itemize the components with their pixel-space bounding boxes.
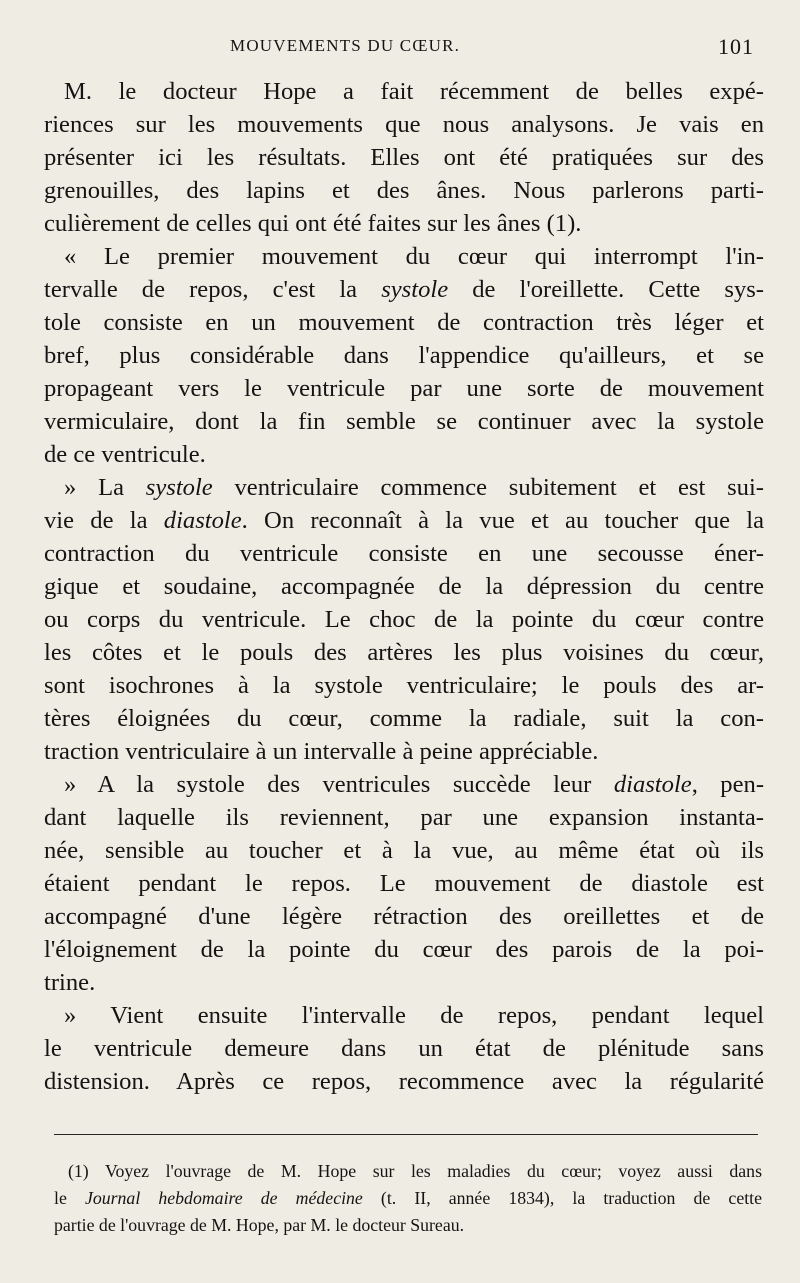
text-line: riences sur les mouvements que nous analysons. Je vais en <box>44 110 764 138</box>
paragraph-4 <box>44 769 764 1000</box>
text-line: tole consiste en un mouvement de contraction très léger et <box>44 309 764 337</box>
footnote-line: partie de l'ouvrage de M. Hope, par M. le docteur Sureau. <box>54 1215 465 1235</box>
paragraph-1 <box>44 76 764 241</box>
text-line: l'éloignement de la pointe du cœur des parois de la poi- <box>44 935 764 963</box>
page-number: 101 <box>718 34 754 59</box>
text-line: de ce ventricule. <box>44 440 206 468</box>
footnote-rule <box>54 1134 758 1135</box>
text-line: vermiculaire, dont la fin semble se continuer avec la systole <box>44 407 764 435</box>
text-line: » Vient ensuite l'intervalle de repos, pendant lequel <box>64 1002 764 1030</box>
footnote-line: le Journal hebdomaire de médecine (t. II, année 1834), la traduction de cette <box>54 1188 762 1208</box>
text-line: vie de la diastole. On reconnaît à la vue et au toucher que la <box>44 507 764 535</box>
text-line: les côtes et le pouls des artères les plus voisines du cœur, <box>44 638 764 666</box>
body-text <box>44 76 764 1100</box>
text-line: présenter ici les résultats. Elles ont été pratiquées sur des <box>44 143 764 171</box>
text-line: » A la systole des ventricules succède leur diastole, pen- <box>64 771 764 799</box>
paragraph-2 <box>44 241 764 472</box>
text-line: gique et soudaine, accompagnée de la dépression du centre <box>44 573 764 601</box>
running-title: MOUVEMENTS DU CŒUR. <box>230 36 461 55</box>
paragraph-3 <box>44 472 764 768</box>
text-line: distension. Après ce repos, recommence avec la régularité <box>44 1068 764 1096</box>
text-line: propageant vers le ventricule par une sorte de mouvement <box>44 374 764 402</box>
text-line: sont isochrones à la systole ventriculaire; le pouls des ar- <box>44 671 764 699</box>
text-line: « Le premier mouvement du cœur qui interrompt l'in- <box>64 243 764 271</box>
text-line: » La systole ventriculaire commence subitement et est sui- <box>64 474 764 502</box>
text-line: accompagné d'une légère rétraction des oreillettes et de <box>44 902 764 930</box>
text-line: M. le docteur Hope a fait récemment de belles expé- <box>64 78 764 105</box>
footnote-line: (1) Voyez l'ouvrage de M. Hope sur les maladies du cœur; voyez aussi dans <box>68 1161 762 1181</box>
text-line: étaient pendant le repos. Le mouvement de diastole est <box>44 870 764 897</box>
text-line: culièrement de celles qui ont été faites sur les ânes (1). <box>44 209 582 237</box>
footnote <box>54 1158 762 1239</box>
text-line: née, sensible au toucher et à la vue, au même état où ils <box>44 837 764 865</box>
text-line: grenouilles, des lapins et des ânes. Nous parlerons parti- <box>44 176 764 204</box>
text-line: traction ventriculaire à un intervalle à peine appréciable. <box>44 737 599 765</box>
running-head <box>50 36 754 60</box>
text-line: dant laquelle ils reviennent, par une expansion instanta- <box>44 804 764 832</box>
text-line: tervalle de repos, c'est la systole de l'oreillette. Cette sys- <box>44 276 764 304</box>
text-line: tères éloignées du cœur, comme la radiale, suit la con- <box>44 704 764 732</box>
text-line: contraction du ventricule consiste en une secousse éner- <box>44 540 764 568</box>
paragraph-5 <box>44 1000 764 1099</box>
text-line: le ventricule demeure dans un état de plénitude sans <box>44 1035 764 1063</box>
text-line: bref, plus considérable dans l'appendice qu'ailleurs, et se <box>44 342 764 369</box>
text-line: trine. <box>44 968 96 996</box>
text-line: ou corps du ventricule. Le choc de la pointe du cœur contre <box>44 606 764 633</box>
